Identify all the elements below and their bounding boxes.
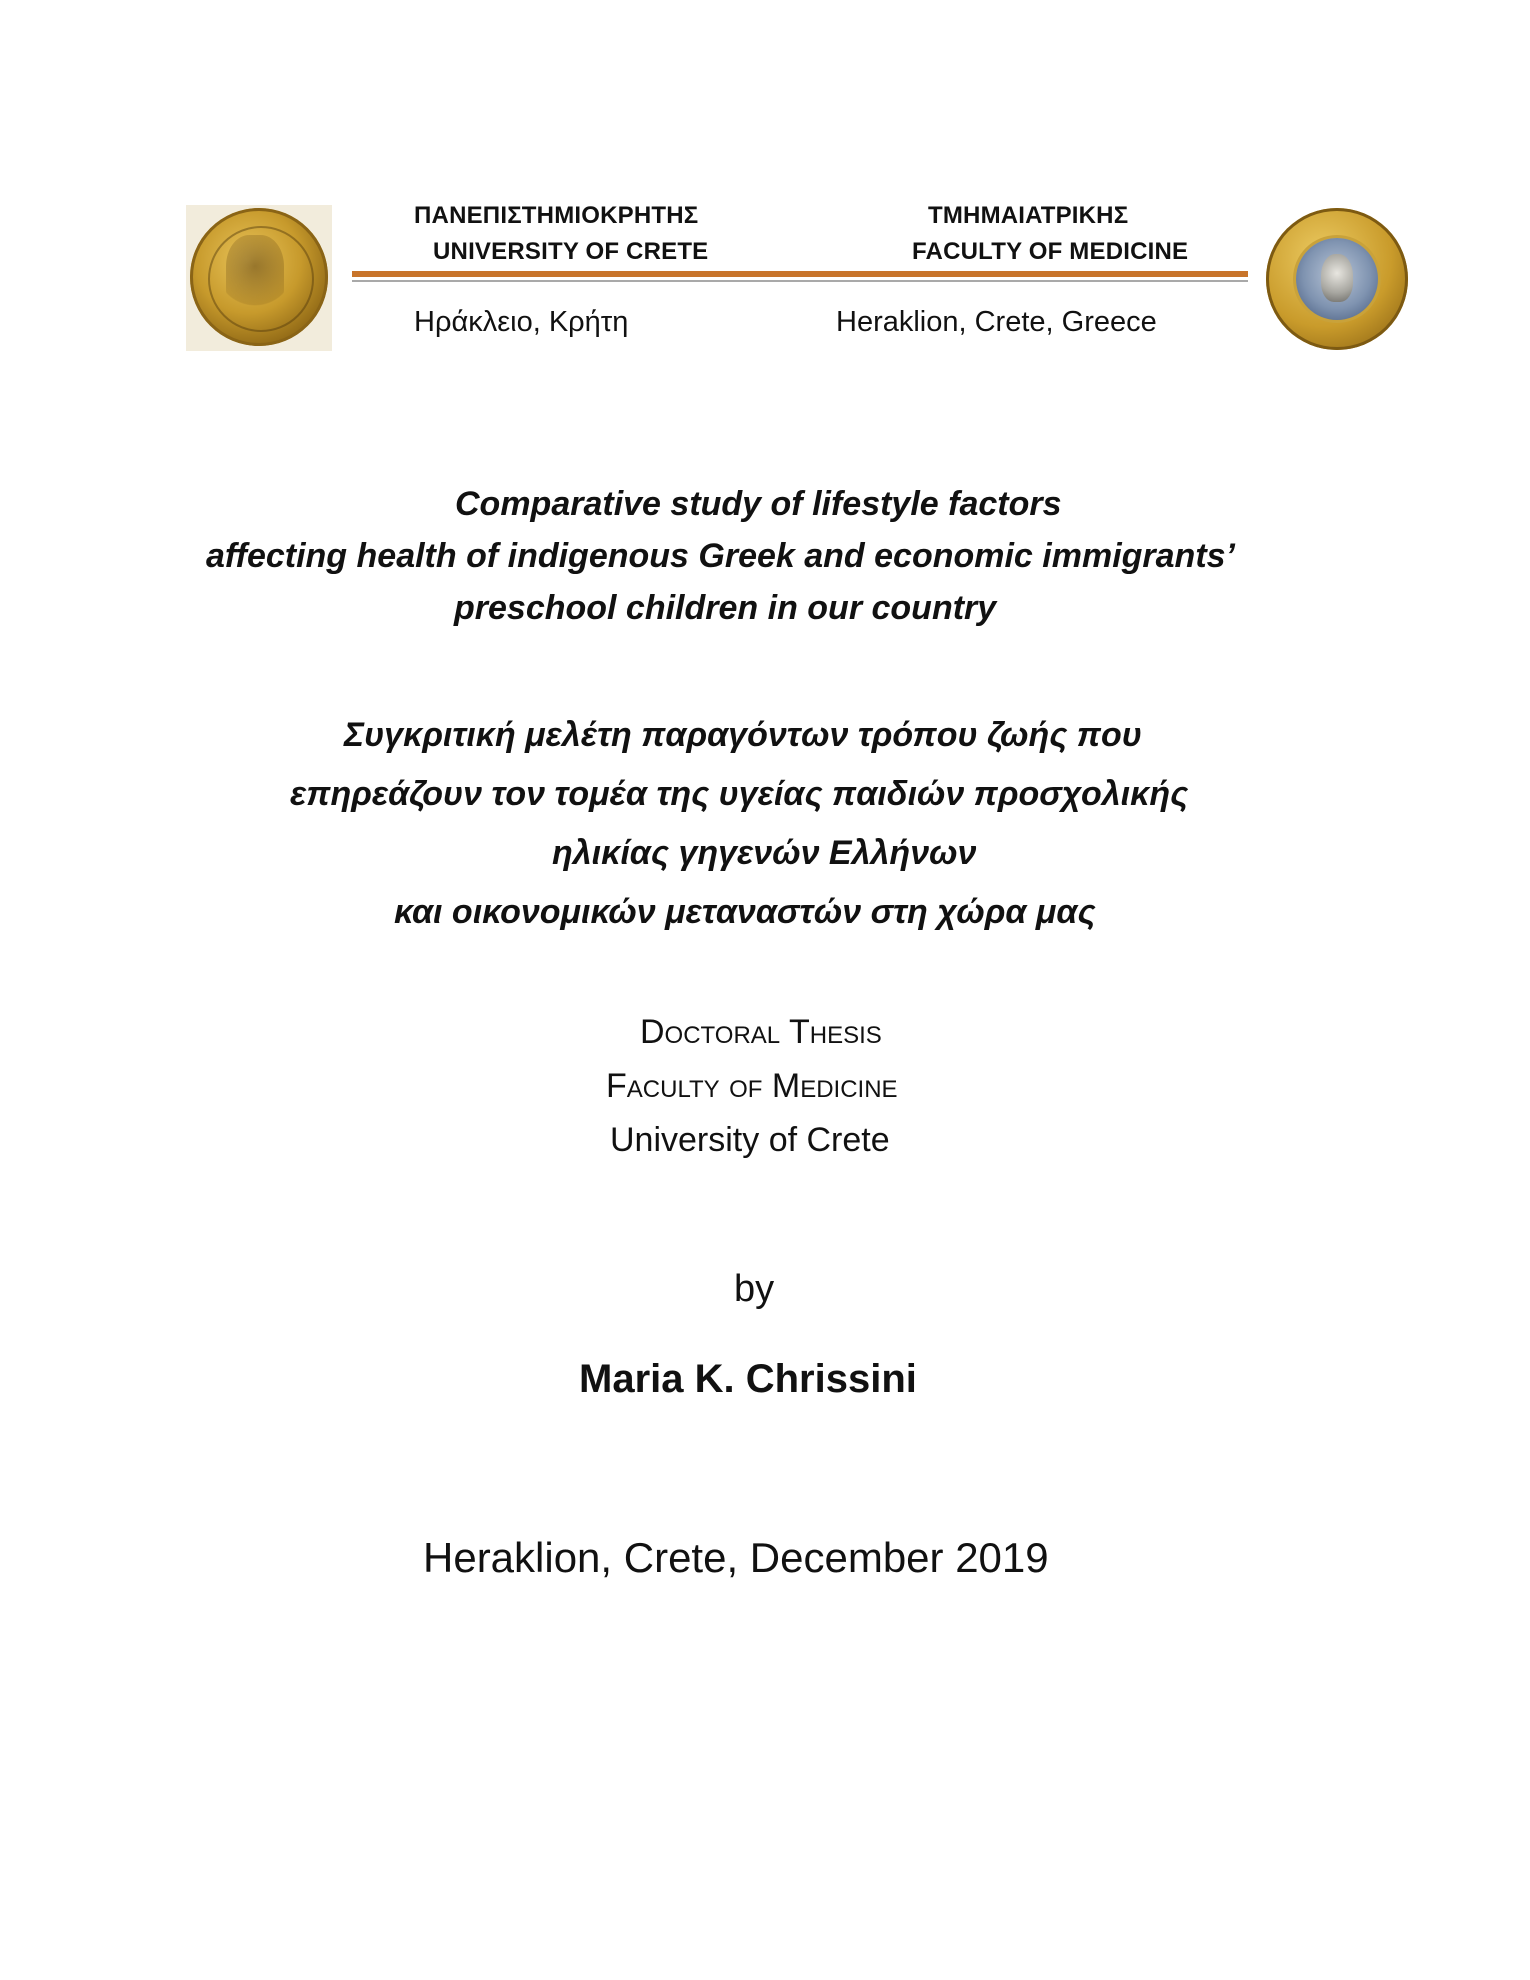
header-divider-grey <box>352 280 1248 282</box>
title-greek-line-2: επηρεάζουν τον τομέα της υγείας παιδιών προσχολικής <box>290 775 1189 813</box>
title-english-line-2: affecting health of indigenous Greek and economic immigrants’ <box>206 537 1235 575</box>
university-seal-icon <box>186 205 332 351</box>
title-greek-line-4: και οικονομικών μεταναστών στη χώρα μας <box>394 893 1096 931</box>
location-greek: Ηράκλειο, Κρήτη <box>414 306 629 338</box>
title-greek-line-3: ηλικίας γηγενών Ελλήνων <box>552 834 977 872</box>
title-english-line-3: preschool children in our country <box>454 589 997 627</box>
thesis-faculty: Faculty of Medicine <box>606 1067 898 1105</box>
location-english: Heraklion, Crete, Greece <box>836 306 1157 338</box>
university-name-greek: ΠΑΝΕΠΙΣΤΗΜΙΟΚΡΗΤΗΣ <box>414 202 699 229</box>
author-name: Maria K. Chrissini <box>579 1357 917 1401</box>
header-divider-orange <box>352 271 1248 277</box>
faculty-of-medicine-seal-icon <box>1266 208 1408 350</box>
thesis-university: University of Crete <box>610 1121 890 1159</box>
place-and-date: Heraklion, Crete, December 2019 <box>423 1534 1049 1581</box>
title-english-line-1: Comparative study of lifestyle factors <box>455 485 1062 523</box>
by-label: by <box>734 1268 775 1310</box>
title-greek-line-1: Συγκριτική μελέτη παραγόντων τρόπου ζωής που <box>344 716 1142 754</box>
university-name-english: UNIVERSITY OF CRETE <box>433 238 709 265</box>
thesis-type: Doctoral Thesis <box>640 1013 882 1051</box>
faculty-name-english: FACULTY OF MEDICINE <box>912 238 1189 265</box>
faculty-name-greek: ΤΜΗΜΑΙΑΤΡΙΚΗΣ <box>928 202 1129 229</box>
